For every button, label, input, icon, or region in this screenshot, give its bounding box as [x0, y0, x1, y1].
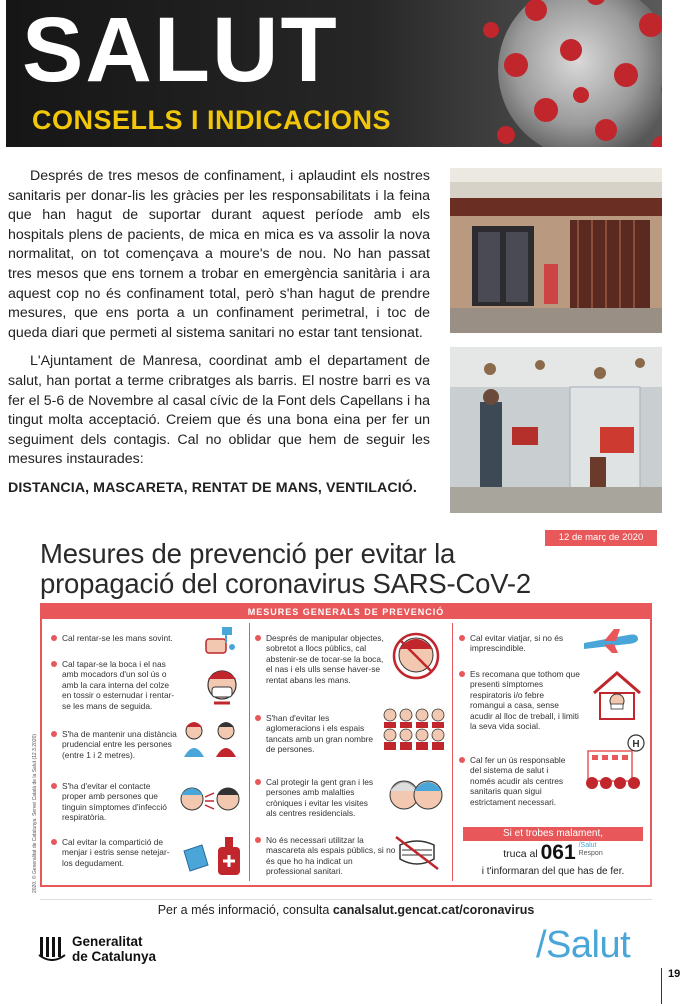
column-divider: [452, 623, 453, 881]
generalitat-line-1: Generalitat: [72, 934, 143, 949]
stay-home-icon: [590, 669, 644, 723]
tip-item: S'ha d'evitar el contacte proper amb persones que tinguin símptomes d'infecció respiratòria.: [62, 781, 172, 823]
infographic-title: [40, 539, 640, 599]
bullet-dot: [255, 779, 261, 785]
generalitat-logo-icon: [38, 935, 66, 961]
section-title: SALUT: [22, 0, 339, 101]
article-body: [8, 167, 430, 508]
no-face-touch-icon: [392, 631, 440, 681]
svg-text:H: H: [632, 739, 640, 750]
salut-logo: /Salut: [536, 924, 631, 966]
tip-item: Cal evitar viatjar, si no és imprescindible.: [470, 633, 570, 654]
sneeze-icon: [200, 665, 244, 711]
article-paragraph-1: Després de tres mesos de confinament, i aplaudint els nostres sanitaris per donar-lis les gràcies per les responsabilitats i la feina que han hagut de suportar durant aquest període amb els hospitals plens de pacients, de mica en mica es va assolir la nova normalitat, on tot començava a moure's de nou. No han passat tres mesos que ens tornem a trobar en emergència sanitària i ara aquest cop no és confinament total, però s'han hagut de prendre mesures, que ens porta a un confinament perimetral, i toc de queda diari que permeti al sistema sanitari no estar tant tensionat.: [8, 168, 430, 341]
bullet-dot: [51, 783, 57, 789]
sanitizer-icon: [178, 831, 246, 877]
elderly-icon: [386, 773, 446, 821]
screening-site-photo: [450, 347, 662, 513]
page-number: 19: [668, 968, 681, 980]
salut-respon-tag: /Salut Respon: [578, 842, 603, 857]
distance-icon: [180, 717, 240, 763]
copyright-text: 2020. © Generalitat de Catalunya. Servei Català de la Salut (12.3.2020): [32, 733, 38, 893]
more-info-prefix: Per a més informació, consulta: [157, 903, 330, 917]
airplane-icon: [582, 627, 640, 655]
tip-item: Es recomana que tothom que presenti símptomes respiratoris i/o febre romangui a casa, sense acudir al lloc de treball, i limiti la seva vida social.: [470, 669, 580, 731]
article-paragraph-2: L'Ajuntament de Manresa, coordinat amb el departament de salut, han portat a terme cribratges als barris. El nostre barri es va fer el 5-6 de Novembre al casal cívic de la Font dels Capellans i ha tingut molta acceptació. Creiem que és una bona eina per fer un seguiment dels contagis. Cal no oblidar que hem de seguir les mesures instaurades:: [8, 353, 430, 468]
handwash-icon: [202, 625, 242, 659]
tip-item: Cal fer un ús responsable del sistema de salut i només acudir als centres sanitaris quan sigui estrictament necessari.: [470, 755, 574, 807]
tip-item: No és necessari utilitzar la mascareta als espais públics, si no és que ho ha indicat un professional sanitari.: [266, 835, 396, 877]
bullet-dot: [255, 715, 261, 721]
building-entrance-photo: [450, 168, 662, 333]
tip-item: S'ha de mantenir una distància prudencial entre les persones (entre 1 i 2 metres).: [62, 729, 178, 760]
infographic-title-line-2: propagació del coronavirus SARS-CoV-2: [40, 568, 531, 599]
copyright-note: [28, 705, 40, 895]
bullet-dot: [459, 635, 465, 641]
emergency-number: 061: [540, 841, 576, 864]
hospital-icon: [580, 731, 646, 795]
page-number-rule: [661, 968, 662, 1004]
measures-summary: DISTANCIA, MASCARETA, RENTAT DE MANS, VENTILACIÓ.: [8, 479, 417, 496]
infographic-title-line-1: Mesures de prevenció per evitar la: [40, 538, 456, 569]
bullet-dot: [255, 837, 261, 843]
more-info-line: [40, 899, 652, 919]
tip-item: S'han d'evitar les aglomeracions i els espais tancats amb un gran nombre de persones.: [266, 713, 376, 755]
column-divider: [249, 623, 250, 881]
avoid-contact-icon: [178, 779, 242, 821]
tip-item: Cal rentar-se les mans sovint.: [62, 633, 182, 643]
tip-item: Cal protegir la gent gran i les persones amb malalties cròniques i evitar les visites als centres residencials.: [266, 777, 380, 819]
header-banner: [6, 0, 662, 147]
tip-item: Cal tapar-se la boca i el nas amb mocadors d'un sol ús o amb la cara interna del colze en tossir o esternudar i rentar-se les mans de seguida.: [62, 659, 180, 711]
measures-header: MESURES GENERALS DE PREVENCIÓ: [42, 605, 650, 619]
measures-frame: [32, 603, 652, 893]
more-info-link[interactable]: canalsalut.gencat.cat/coronavirus: [332, 903, 535, 917]
help-info: i t'informaran del que has de fer.: [481, 866, 625, 877]
section-subtitle: CONSELLS I INDICACIONS: [32, 105, 392, 135]
help-box: [463, 827, 643, 881]
bullet-dot: [459, 671, 465, 677]
coronavirus-illustration: [446, 0, 662, 147]
help-call-line: [463, 842, 643, 864]
generalitat-name: [72, 934, 156, 964]
help-heading: Si et trobes malament,: [463, 827, 643, 841]
infographic-date: 12 de març de 2020: [545, 530, 657, 546]
crowd-icon: [380, 705, 446, 757]
help-call-prefix: truca al: [503, 848, 538, 860]
tip-item: Després de manipular objectes, sobretot a llocs públics, cal abstenir-se de tocar-se la boca, el nas i els ulls sense haver-se rentat abans les mans.: [266, 633, 390, 685]
mask-icon: [392, 833, 442, 873]
bullet-dot: [459, 757, 465, 763]
bullet-dot: [51, 635, 57, 641]
generalitat-line-2: de Catalunya: [72, 949, 157, 964]
bullet-dot: [51, 661, 57, 667]
bullet-dot: [51, 839, 57, 845]
bullet-dot: [255, 635, 261, 641]
bullet-dot: [51, 731, 57, 737]
tip-item: Cal evitar la compartició de menjar i estris sense netejar-los degudament.: [62, 837, 174, 868]
prevention-infographic: [30, 527, 660, 923]
